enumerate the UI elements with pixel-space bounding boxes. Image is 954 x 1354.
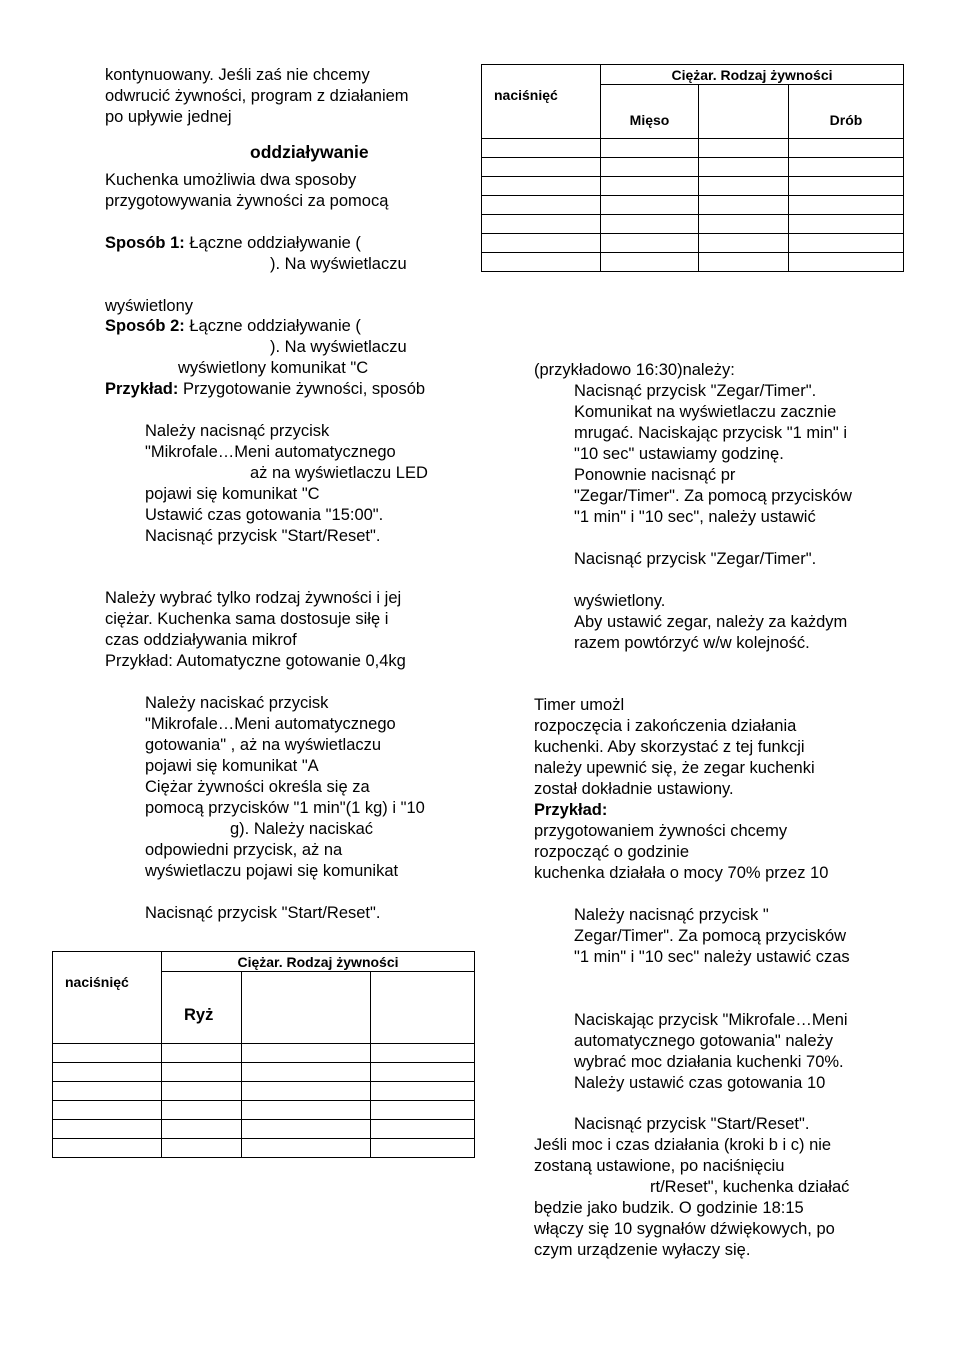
- example-label: Przykład:: [105, 380, 179, 398]
- text-line: ciężar. Kuchenka sama dostosuje siłę i: [105, 610, 389, 628]
- text-line: czas oddziaływania mikrof: [105, 631, 297, 649]
- table-span-header: Ciężar. Rodzaj żywności: [601, 65, 904, 85]
- table-col-header: [371, 972, 475, 1044]
- table-row: [53, 1139, 475, 1158]
- table-row-header: naciśnięć: [53, 952, 162, 1044]
- example-label: Przykład:: [534, 801, 608, 819]
- method-2-label: Sposób 2:: [105, 317, 185, 335]
- table-row: [53, 1082, 475, 1101]
- text-line: przygotowywania żywności za pomocą: [105, 192, 389, 210]
- text-line: Należy wybrać tylko rodzaj żywności i jej: [105, 589, 402, 607]
- step-line: gotowania" , aż na wyświetlaczu: [145, 736, 382, 754]
- table-row: [482, 196, 904, 215]
- step-line: "Mikrofale…Meni automatycznego: [145, 443, 396, 461]
- step-line: Należy nacisnąć przycisk ": [574, 906, 769, 924]
- step-line: Należy nacisnąć przycisk: [145, 422, 330, 440]
- table-row-header: naciśnięć: [482, 65, 601, 139]
- weight-table-right: [481, 64, 904, 272]
- step-line: Ponownie nacisnąć pr: [574, 466, 736, 484]
- text-line: Przykład: Automatyczne gotowanie 0,4kg: [105, 652, 406, 670]
- step-line: Ciężar żywności określa się za: [145, 778, 370, 796]
- step-line: Nacisnąć przycisk "Start/Reset".: [145, 904, 381, 922]
- step-line: "1 min" i "10 sec", należy ustawić: [574, 508, 816, 526]
- text-line: kuchenki. Aby skorzystać z tej funkcji: [534, 738, 805, 756]
- table-col-header: [242, 972, 371, 1044]
- text-line: należy upewnić się, że zegar kuchenki: [534, 759, 815, 777]
- table-row: [482, 253, 904, 272]
- step-line: Nacisnąć przycisk "Start/Reset".: [145, 527, 381, 545]
- table-col-header: Mięso: [601, 85, 699, 139]
- text-line: wyświetlony komunikat "C: [178, 359, 369, 377]
- step-line: "Mikrofale…Meni automatycznego: [145, 715, 396, 733]
- step-line: pojawi się komunikat "A: [145, 757, 319, 775]
- method-1-text: Łączne oddziaływanie (: [184, 234, 361, 252]
- text-line: czym urządzenie wyłaczy się.: [534, 1241, 751, 1259]
- step-line: Ustawić czas gotowania "15:00".: [145, 506, 384, 524]
- table-row: [482, 234, 904, 253]
- table-row: [53, 1044, 475, 1063]
- step-line: wyświetlaczu pojawi się komunikat: [145, 862, 399, 880]
- text-line: rozpoczęcia i zakończenia działania: [534, 717, 797, 735]
- method-1-label: Sposób 1:: [105, 234, 185, 252]
- table-row: [482, 177, 904, 196]
- step-line: automatycznego gotowania" należy: [574, 1032, 834, 1050]
- step-line: Zegar/Timer". Za pomocą przycisków: [574, 927, 847, 945]
- step-line: aż na wyświetlaczu LED: [250, 464, 428, 482]
- step-line: Nacisnąć przycisk "Start/Reset".: [574, 1115, 810, 1133]
- step-line: "1 min" i "10 sec" należy ustawić czas: [574, 948, 850, 966]
- step-line: Nacisnąć przycisk "Zegar/Timer".: [574, 382, 817, 400]
- step-line: Naciskając przycisk "Mikrofale…Meni: [574, 1011, 848, 1029]
- weight-table-left: [52, 951, 475, 1158]
- example-line: [105, 379, 425, 400]
- table-row: [53, 1063, 475, 1082]
- text-line: (przykładowo 16:30)należy:: [534, 361, 735, 379]
- text-line: kuchenka działała o mocy 70% przez 10: [534, 864, 829, 882]
- table-col-header: Ryż: [162, 972, 242, 1044]
- table-row: [482, 158, 904, 177]
- step-line: wybrać moc działania kuchenki 70%.: [574, 1053, 844, 1071]
- step-line: Aby ustawić zegar, należy za każdym: [574, 613, 848, 631]
- text-line: będzie jako budzik. O godzinie 18:15: [534, 1199, 804, 1217]
- step-line: wyświetlony.: [574, 592, 666, 610]
- step-line: mrugać. Naciskając przycisk "1 min" i: [574, 424, 848, 442]
- text-line: przygotowaniem żywności chcemy: [534, 822, 788, 840]
- text-line: wyświetlony: [105, 297, 194, 315]
- step-line: Nacisnąć przycisk "Zegar/Timer".: [574, 550, 817, 568]
- table-row: [482, 139, 904, 158]
- table-col-header: Drób: [789, 85, 904, 139]
- text-line: po upływie jednej: [105, 108, 232, 126]
- table-col-header: [699, 85, 789, 139]
- step-line: razem powtórzyć w/w kolejność.: [574, 634, 810, 652]
- table-row: [53, 1120, 475, 1139]
- text-line: zostaną ustawione, po naciśnięciu: [534, 1157, 785, 1175]
- text-line: rt/Reset", kuchenka działać: [650, 1178, 850, 1196]
- example-text: Przygotowanie żywności, sposób: [178, 380, 426, 398]
- step-line: pomocą przycisków "1 min"(1 kg) i "10: [145, 799, 425, 817]
- text-line: rozpocząć o godzinie: [534, 843, 690, 861]
- method-1-line: [105, 233, 361, 254]
- text-line: włączy się 10 sygnałów dźwiękowych, po: [534, 1220, 835, 1238]
- method-2-text: Łączne oddziaływanie (: [184, 317, 361, 335]
- table-span-header: Ciężar. Rodzaj żywności: [162, 952, 475, 972]
- step-line: pojawi się komunikat "C: [145, 485, 320, 503]
- step-line: odpowiedni przycisk, aż na: [145, 841, 343, 859]
- text-line: ). Na wyświetlaczu: [270, 255, 407, 273]
- step-line: g). Należy naciskać: [230, 820, 374, 838]
- text-line: Timer umożl: [534, 696, 625, 714]
- text-line: Kuchenka umożliwia dwa sposoby: [105, 171, 357, 189]
- method-2-line: [105, 316, 361, 337]
- text-line: został dokładnie ustawiony.: [534, 780, 734, 798]
- step-line: "10 sec" ustawiamy godzinę.: [574, 445, 784, 463]
- text-line: kontynuowany. Jeśli zaś nie chcemy: [105, 66, 370, 84]
- table-row: [53, 1101, 475, 1120]
- text-line: ). Na wyświetlaczu: [270, 338, 407, 356]
- text-line: odwrucić żywności, program z działaniem: [105, 87, 409, 105]
- step-line: Należy ustawić czas gotowania 10: [574, 1074, 826, 1092]
- step-line: Komunikat na wyświetlaczu zacznie: [574, 403, 837, 421]
- table-row: [482, 215, 904, 234]
- text-line: Jeśli moc i czas działania (kroki b i c) nie: [534, 1136, 832, 1154]
- step-line: Należy naciskać przycisk: [145, 694, 329, 712]
- step-line: "Zegar/Timer". Za pomocą przycisków: [574, 487, 852, 505]
- section-heading: oddziaływanie: [250, 142, 369, 162]
